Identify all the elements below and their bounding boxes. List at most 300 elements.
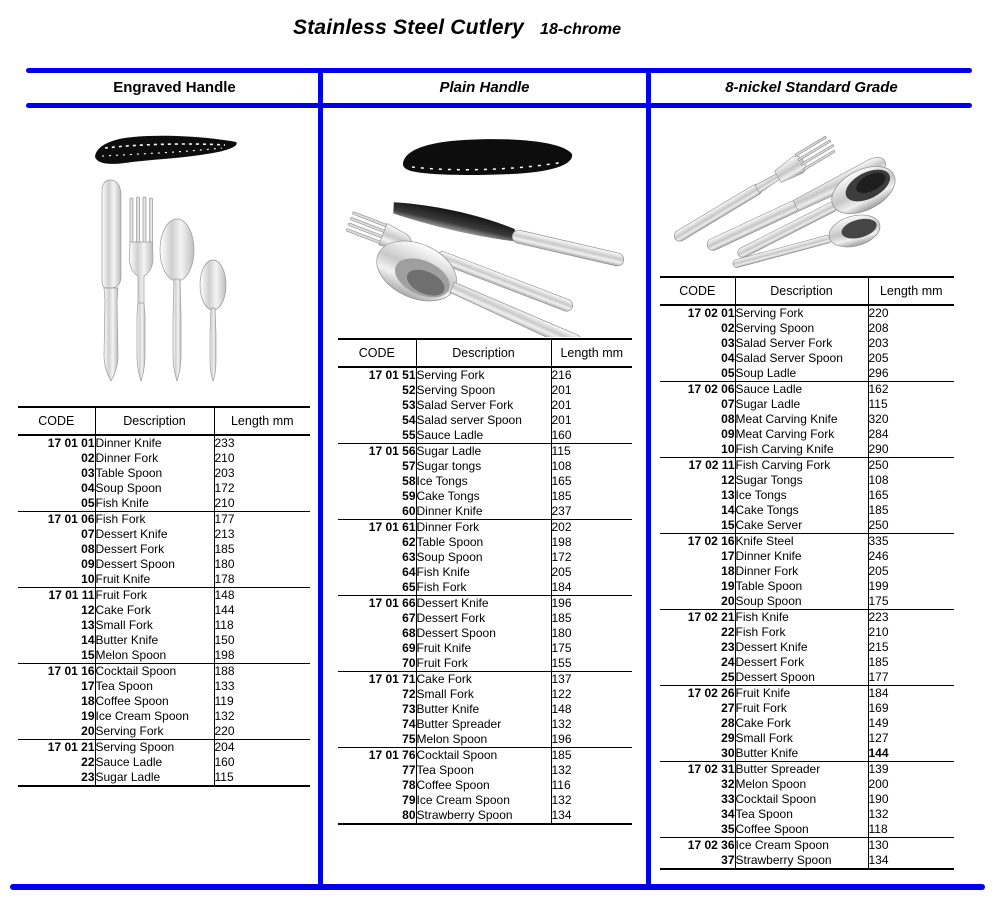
description-cell: Melon Spoon	[735, 777, 868, 792]
plain-handle-table	[338, 338, 632, 825]
length-cell: 223	[868, 610, 954, 626]
code-cell: 24	[660, 655, 735, 670]
table-row	[660, 336, 954, 351]
code-cell: 23	[660, 640, 735, 655]
table-row	[660, 822, 954, 838]
length-cell: 160	[214, 755, 235, 769]
table-row	[18, 466, 310, 481]
description-cell: Fish Fork	[95, 512, 214, 528]
code-cell: 25	[660, 670, 735, 686]
description-cell: Sauce Ladle	[95, 755, 214, 770]
nickel-cutlery-illustration	[655, 112, 973, 280]
length-cell: 185	[551, 489, 572, 503]
length-cell: 201	[551, 383, 572, 397]
length-cell: 220	[868, 305, 954, 321]
table-row	[18, 664, 310, 680]
code-cell: 80	[338, 808, 416, 824]
description-cell: Serving Spoon	[95, 740, 214, 756]
code-cell: 07	[660, 397, 735, 412]
table-row	[18, 588, 310, 604]
length-cell: 185	[868, 503, 889, 517]
table-header-row	[338, 339, 632, 367]
table-row	[338, 565, 632, 580]
code-cell: 37	[660, 853, 735, 869]
table-row	[338, 687, 632, 702]
code-cell: 15	[18, 648, 95, 664]
description-cell: Butter Knife	[95, 633, 214, 648]
length-cell: 233	[214, 435, 310, 451]
table-row	[660, 625, 954, 640]
code-cell: 20	[660, 594, 735, 610]
code-cell: 55	[338, 428, 416, 444]
table-row	[338, 413, 632, 428]
code-cell: 67	[338, 611, 416, 626]
length-cell: 208	[868, 321, 889, 335]
length-cell: 250	[868, 518, 889, 532]
code-cell: 17 01 56	[338, 444, 416, 460]
table-row	[338, 520, 632, 536]
length-cell: 144	[214, 603, 235, 617]
code-cell: 17 01 66	[338, 596, 416, 612]
description-cell: Small Fork	[416, 687, 551, 702]
length-cell: 185	[214, 542, 235, 556]
code-cell: 60	[338, 504, 416, 520]
cutlery-table	[18, 406, 310, 787]
column-header-plain: Plain Handle	[439, 79, 530, 96]
description-cell: Dinner Fork	[735, 564, 868, 579]
length-cell: 246	[868, 549, 889, 563]
description-cell: Fruit Fork	[95, 588, 214, 604]
length-cell: 132	[551, 793, 572, 807]
table-row	[18, 679, 310, 694]
code-cell: 17 02 01	[660, 305, 735, 321]
table-row	[660, 610, 954, 626]
description-cell: Melon Spoon	[95, 648, 214, 664]
description-cell: Butter Knife	[735, 746, 868, 762]
length-cell: 122	[551, 687, 572, 701]
code-cell: 20	[18, 724, 95, 740]
length-cell: 172	[551, 550, 572, 564]
length-cell: 210	[214, 496, 235, 510]
description-cell: Dinner Knife	[735, 549, 868, 564]
code-cell: 69	[338, 641, 416, 656]
table-row	[338, 656, 632, 672]
code-cell: 54	[338, 413, 416, 428]
table-row	[338, 732, 632, 748]
table-row	[660, 366, 954, 382]
engraved-handle-detail-sketch	[95, 136, 237, 164]
description-cell: Cocktail Spoon	[416, 748, 551, 764]
length-cell: 196	[551, 596, 632, 612]
table-row	[660, 473, 954, 488]
code-cell: 17 01 01	[18, 435, 95, 451]
description-cell: Small Fork	[95, 618, 214, 633]
code-cell: 04	[18, 481, 95, 496]
code-cell: 15	[660, 518, 735, 534]
column-header-engraved: Engraved Handle	[113, 79, 236, 96]
length-cell: 198	[214, 648, 235, 662]
length-cell: 201	[551, 413, 572, 427]
code-cell: 22	[660, 625, 735, 640]
code-cell: 34	[660, 807, 735, 822]
table-row	[660, 427, 954, 442]
table-row	[660, 640, 954, 655]
table-row	[338, 641, 632, 656]
length-cell: 118	[214, 618, 234, 632]
description-cell: Dinner Fork	[95, 451, 214, 466]
table-row	[660, 534, 954, 550]
length-cell: 137	[551, 672, 632, 688]
table-header-row	[660, 277, 954, 305]
description-cell: Dessert Fork	[95, 542, 214, 557]
code-cell: 62	[338, 535, 416, 550]
description-cell: Coffee Spoon	[735, 822, 868, 838]
table-row	[18, 557, 310, 572]
column-header-code: CODE	[660, 277, 735, 305]
table-row	[660, 853, 954, 869]
code-cell: 53	[338, 398, 416, 413]
table-row	[338, 550, 632, 565]
code-cell: 32	[660, 777, 735, 792]
code-cell: 13	[18, 618, 95, 633]
table-row	[660, 746, 954, 762]
length-cell: 335	[868, 534, 954, 550]
code-cell: 12	[18, 603, 95, 618]
table-row	[18, 755, 310, 770]
code-cell: 22	[18, 755, 95, 770]
column-header-len: Length mm	[551, 339, 632, 367]
code-cell: 58	[338, 474, 416, 489]
length-cell: 134	[551, 808, 572, 822]
description-cell: Strawberry Spoon	[416, 808, 551, 824]
table-row	[338, 717, 632, 732]
code-cell: 59	[338, 489, 416, 504]
code-cell: 33	[660, 792, 735, 807]
description-cell: Cake Fork	[416, 672, 551, 688]
length-cell: 202	[551, 520, 632, 536]
description-cell: Meat Carving Knife	[735, 412, 868, 427]
code-cell: 18	[18, 694, 95, 709]
description-cell: Cake Tongs	[416, 489, 551, 504]
length-cell: 250	[868, 458, 954, 474]
description-cell: Butter Spreader	[735, 762, 868, 778]
description-cell: Soup Spoon	[416, 550, 551, 565]
description-cell: Serving Spoon	[416, 383, 551, 398]
description-cell: Dinner Knife	[95, 435, 214, 451]
length-cell: 172	[214, 481, 235, 495]
length-cell: 132	[551, 763, 572, 777]
column-divider-2	[646, 68, 651, 890]
plain-handle-detail-sketch	[403, 139, 572, 175]
description-cell: Soup Ladle	[735, 366, 868, 382]
table-row	[18, 618, 310, 633]
length-cell: 190	[868, 792, 889, 806]
description-cell: Fish Knife	[735, 610, 868, 626]
table-row	[338, 367, 632, 383]
length-cell: 201	[551, 398, 572, 412]
length-cell: 177	[868, 670, 889, 684]
code-cell: 17 02 36	[660, 838, 735, 854]
code-cell: 18	[660, 564, 735, 579]
table-row	[18, 481, 310, 496]
code-cell: 10	[660, 442, 735, 458]
length-cell: 162	[868, 382, 954, 398]
length-cell: 149	[868, 716, 889, 730]
table-row	[338, 383, 632, 398]
description-cell: Cocktail Spoon	[735, 792, 868, 807]
description-cell: Cake Server	[735, 518, 868, 534]
description-cell: Table Spoon	[416, 535, 551, 550]
code-cell: 12	[660, 473, 735, 488]
description-cell: Fish Fork	[735, 625, 868, 640]
length-cell: 119	[214, 694, 234, 708]
description-cell: Serving Spoon	[735, 321, 868, 336]
table-row	[660, 412, 954, 427]
table-row	[338, 489, 632, 504]
page-bottom-rule	[10, 884, 985, 890]
description-cell: Dessert Spoon	[416, 626, 551, 641]
description-cell: Ice Tongs	[416, 474, 551, 489]
code-cell: 17 02 06	[660, 382, 735, 398]
code-cell: 07	[18, 527, 95, 542]
plain-cutlery-trio-photo	[345, 197, 626, 337]
table-row	[18, 512, 310, 528]
code-cell: 17 02 11	[660, 458, 735, 474]
code-cell: 57	[338, 459, 416, 474]
page-title: Stainless Steel Cutlery	[293, 16, 525, 39]
table-row	[338, 398, 632, 413]
table-row	[660, 488, 954, 503]
table-row	[660, 716, 954, 731]
code-cell: 74	[338, 717, 416, 732]
table-row	[18, 542, 310, 557]
table-row	[660, 594, 954, 610]
length-cell: 165	[551, 474, 572, 488]
length-cell: 213	[214, 527, 235, 541]
length-cell: 175	[868, 594, 889, 608]
description-cell: Ice Cream Spoon	[416, 793, 551, 808]
table-row	[660, 564, 954, 579]
page-subtitle: 18-chrome	[540, 21, 621, 38]
table-row	[338, 535, 632, 550]
table-row	[338, 596, 632, 612]
table-row	[338, 459, 632, 474]
length-cell: 184	[551, 580, 572, 594]
length-cell: 203	[214, 466, 235, 480]
page-title-row	[0, 16, 1000, 40]
description-cell: Fruit Fork	[735, 701, 868, 716]
length-cell: 205	[551, 565, 572, 579]
description-cell: Cake Tongs	[735, 503, 868, 518]
length-cell: 215	[868, 640, 889, 654]
code-cell: 63	[338, 550, 416, 565]
length-cell: 130	[868, 838, 954, 854]
length-cell: 169	[868, 701, 889, 715]
table-row	[660, 777, 954, 792]
table-row	[18, 572, 310, 588]
description-cell: Sugar Tongs	[735, 473, 868, 488]
table-row	[338, 808, 632, 824]
code-cell: 10	[18, 572, 95, 588]
nickel-cutlery-fan-photo	[670, 135, 903, 278]
code-cell: 23	[18, 770, 95, 786]
description-cell: Fish Knife	[95, 496, 214, 512]
length-cell: 320	[868, 412, 889, 426]
nickel-grade-table	[660, 276, 954, 870]
length-cell: 210	[868, 625, 889, 639]
table-row	[660, 807, 954, 822]
table-row	[660, 701, 954, 716]
column-header-nickel: 8-nickel Standard Grade	[725, 79, 898, 96]
code-cell: 09	[660, 427, 735, 442]
table-header-row	[18, 407, 310, 435]
code-cell: 73	[338, 702, 416, 717]
code-cell: 05	[18, 496, 95, 512]
table-row	[18, 740, 310, 756]
length-cell: 220	[214, 724, 235, 738]
description-cell: Fish Carving Fork	[735, 458, 868, 474]
description-cell: Cocktail Spoon	[95, 664, 214, 680]
code-cell: 17 01 16	[18, 664, 95, 680]
description-cell: Fish Fork	[416, 580, 551, 596]
code-cell: 17 01 21	[18, 740, 95, 756]
length-cell: 132	[214, 709, 235, 723]
length-cell: 134	[868, 853, 889, 867]
table-row	[18, 633, 310, 648]
description-cell: Dessert Fork	[416, 611, 551, 626]
length-cell: 203	[868, 336, 889, 350]
description-cell: Dessert Knife	[735, 640, 868, 655]
table-row	[660, 838, 954, 854]
table-row	[338, 672, 632, 688]
code-cell: 17 01 51	[338, 367, 416, 383]
table-row	[660, 579, 954, 594]
table-row	[338, 793, 632, 808]
column-header-desc: Description	[95, 407, 214, 435]
code-cell: 35	[660, 822, 735, 838]
header-band-bottom-rule	[26, 103, 972, 108]
code-cell: 68	[338, 626, 416, 641]
length-cell: 133	[214, 679, 235, 693]
code-cell: 78	[338, 778, 416, 793]
table-row	[18, 709, 310, 724]
table-row	[338, 748, 632, 764]
table-row	[660, 382, 954, 398]
description-cell: Dessert Spoon	[735, 670, 868, 686]
table-row	[18, 603, 310, 618]
code-cell: 17 01 06	[18, 512, 95, 528]
length-cell: 108	[868, 473, 889, 487]
length-cell: 118	[868, 822, 888, 836]
length-cell: 116	[551, 778, 571, 792]
table-row	[660, 321, 954, 336]
length-cell: 204	[214, 740, 310, 756]
description-cell: Dinner Fork	[416, 520, 551, 536]
code-cell: 02	[660, 321, 735, 336]
engraved-cutlery-set-photo	[102, 180, 226, 381]
code-cell: 64	[338, 565, 416, 580]
length-cell: 108	[551, 459, 572, 473]
length-cell: 205	[868, 564, 889, 578]
description-cell: Sugar Ladle	[416, 444, 551, 460]
code-cell: 29	[660, 731, 735, 746]
description-cell: Soup Spoon	[95, 481, 214, 496]
description-cell: Ice Cream Spoon	[735, 838, 868, 854]
description-cell: Serving Fork	[416, 367, 551, 383]
length-cell: 198	[551, 535, 572, 549]
description-cell: Fruit Knife	[95, 572, 214, 588]
table-row	[338, 778, 632, 793]
length-cell: 144	[868, 746, 889, 760]
description-cell: Soup Spoon	[735, 594, 868, 610]
length-cell: 139	[868, 762, 954, 778]
table-row	[660, 458, 954, 474]
table-row	[338, 444, 632, 460]
code-cell: 17 01 11	[18, 588, 95, 604]
description-cell: Sugar Ladle	[735, 397, 868, 412]
code-cell: 09	[18, 557, 95, 572]
code-cell: 17 02 26	[660, 686, 735, 702]
table-row	[660, 549, 954, 564]
length-cell: 237	[551, 504, 572, 518]
description-cell: Sauce Ladle	[416, 428, 551, 444]
description-cell: Table Spoon	[95, 466, 214, 481]
table-row	[18, 724, 310, 740]
description-cell: Cake Fork	[95, 603, 214, 618]
code-cell: 08	[18, 542, 95, 557]
table-row	[18, 694, 310, 709]
table-row	[338, 428, 632, 444]
table-row	[660, 686, 954, 702]
code-cell: 03	[660, 336, 735, 351]
length-cell: 216	[551, 367, 632, 383]
description-cell: Fruit Knife	[735, 686, 868, 702]
plain-cutlery-illustration	[332, 115, 642, 337]
code-cell: 17	[18, 679, 95, 694]
table-row	[18, 496, 310, 512]
description-cell: Salad Server Fork	[735, 336, 868, 351]
length-cell: 210	[214, 451, 235, 465]
code-cell: 17 01 76	[338, 748, 416, 764]
cutlery-table	[660, 276, 954, 870]
length-cell: 160	[551, 428, 572, 442]
length-cell: 165	[868, 488, 889, 502]
length-cell: 175	[551, 641, 572, 655]
length-cell: 199	[868, 579, 889, 593]
description-cell: Tea Spoon	[95, 679, 214, 694]
code-cell: 75	[338, 732, 416, 748]
table-row	[18, 527, 310, 542]
description-cell: Knife Steel	[735, 534, 868, 550]
description-cell: Cake Fork	[735, 716, 868, 731]
code-cell: 27	[660, 701, 735, 716]
code-cell: 52	[338, 383, 416, 398]
code-cell: 77	[338, 763, 416, 778]
description-cell: Salad Server Fork	[416, 398, 551, 413]
table-row	[660, 670, 954, 686]
code-cell: 08	[660, 412, 735, 427]
table-row	[660, 442, 954, 458]
table-row	[338, 626, 632, 641]
description-cell: Meat Carving Fork	[735, 427, 868, 442]
length-cell: 185	[551, 611, 572, 625]
length-cell: 185	[868, 655, 889, 669]
description-cell: Tea Spoon	[416, 763, 551, 778]
table-row	[660, 397, 954, 412]
length-cell: 185	[551, 748, 632, 764]
description-cell: Fruit Fork	[416, 656, 551, 672]
description-cell: Dinner Knife	[416, 504, 551, 520]
